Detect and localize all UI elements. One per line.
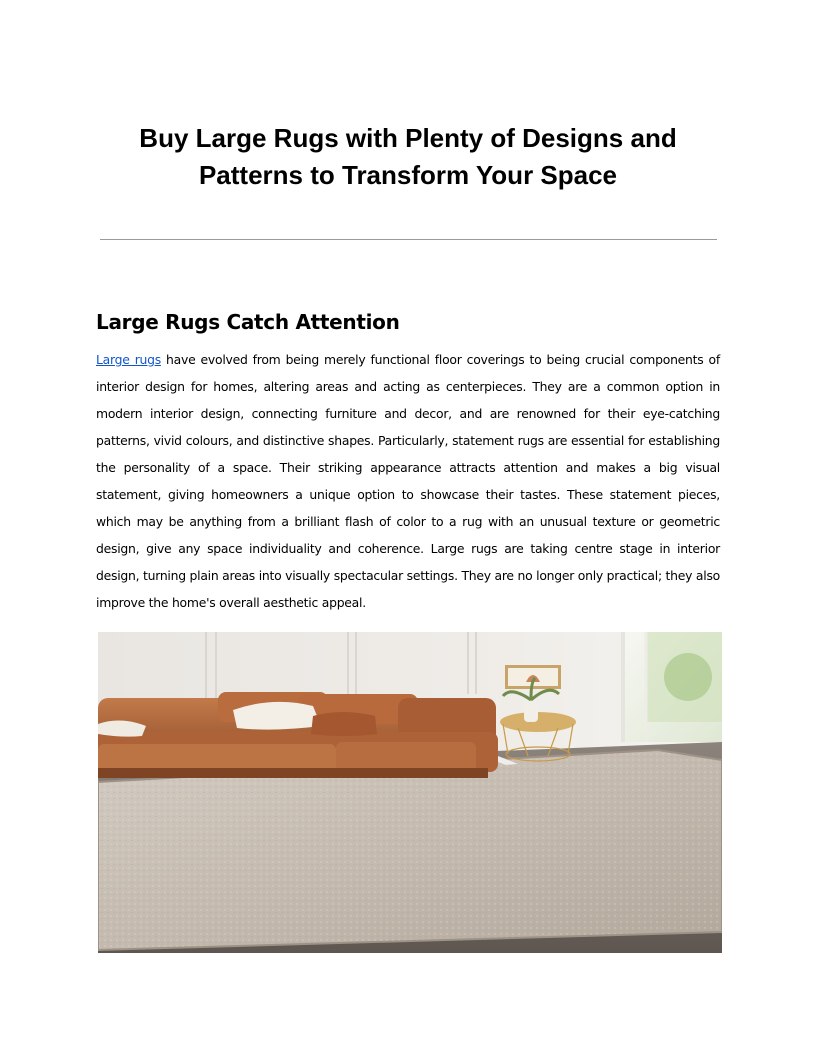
paragraph-text: have evolved from being merely functional floor coverings to being crucial components of interior design for homes, altering areas and acting as centerpieces. They are a common option in modern interior design, connecting furniture and decor, and are renowned for their eye-catching patterns, vivid colours, and distinctive shapes. Particularly, statement rugs are essential for establishing the personality of a space. Their striking appearance attracts attention and makes a big visual statement, giving homeowners a unique option to showcase their tastes. These statement pieces, which may be anything from a brilliant flash of color to a rug with an unusual texture or geometric design, give any space individuality and coherence. Large rugs are taking centre stage in interior design, turning plain areas into visually spectacular settings. They are no longer only practical; they also improve the home's overall aesthetic appeal. [96,352,720,610]
page-title: Buy Large Rugs with Plenty of Designs and Patterns to Transform Your Space [139,123,677,190]
horizontal-divider [100,239,717,240]
body-paragraph [96,346,720,616]
living-room-rug-photo [98,632,722,953]
section-heading: Large Rugs Catch Attention [96,310,400,334]
large-rugs-link[interactable]: Large rugs [96,352,161,367]
